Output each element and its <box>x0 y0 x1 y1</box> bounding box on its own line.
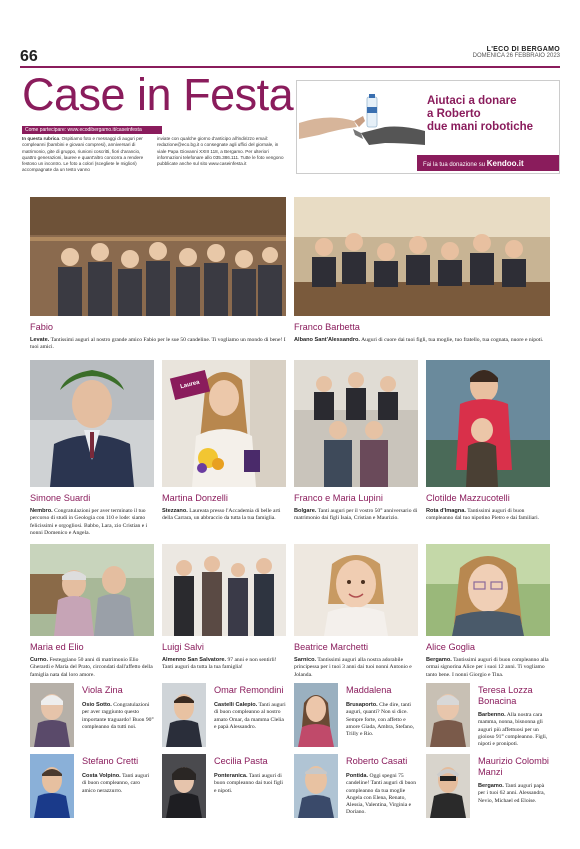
message-franco-barbetta: Albano Sant'Alessandro. Auguri di cuore dai tuoi figli, tua moglie, tuo fratello, tua cognata, nuore e nipoti. <box>294 337 544 343</box>
ad-donate-bar[interactable] <box>417 155 560 171</box>
message-beatrice-marchetti: Sarnico. Tantissimi auguri alla nostra adorabile principessa per i tuoi 3 anni dai tuoi nonni Antonio e Jolanda. <box>294 657 412 678</box>
name-alice-goglia: Alice Goglia <box>426 642 476 652</box>
name-maria-ed-elio: Maria ed Elio <box>30 642 84 652</box>
name-franco-maria-lupini: Franco e Maria Lupini <box>294 493 383 503</box>
message-luigi-salvi: Almenno San Salvatore. 97 anni e non sentirli! Tanti auguri da tutta la tua famiglia! <box>162 657 277 671</box>
name-omar-remondini: Omar Remondini <box>214 685 284 695</box>
photo-maria-ed-elio <box>30 544 154 636</box>
publication-name: L'ECO DI BERGAMO <box>486 46 560 53</box>
intro-text-1: Ospitiamo foto e messaggi di auguri per compleanni (bambini e giovani compresi), anniversari di matrimonio, gite di gruppo, riunioni coscritti, fiori d'arancio, quattro generazioni, lauree e quant'altro concorra a rendere festoso un incontro. Le foto a colori (scegliete le migliori) accompagnate da un testo vanno <box>22 136 144 173</box>
robot-hands-image <box>299 83 425 173</box>
name-luigi-salvi: Luigi Salvi <box>162 642 204 652</box>
message-clotilde-mazzucotelli: Rota d'Imagna. Tantissimi auguri di buon compleanno dal tuo nipotino Pietro e dai familiari. <box>426 508 540 522</box>
photo-teresa-lozza-bonacina <box>426 683 470 747</box>
name-franco-barbetta: Franco Barbetta <box>294 322 360 332</box>
masthead <box>473 46 560 59</box>
message-maria-ed-elio: Curno. Festeggiano 50 anni di matrimonio Elio Gherardi e Maria del Prato, circondati dall'affetto della famiglia nata dal loro amore. <box>30 657 153 678</box>
message-alice-goglia: Bergamo. Tantissimi auguri di buon compleanno alla ormai signorina Alice per i suoi 12 anni. Ti vogliamo tanto bene. I nonni Giorgio e Tina. <box>426 657 549 678</box>
photo-luigi-salvi <box>162 544 286 636</box>
message-franco-maria-lupini: Bolgare. Tanti auguri per il vostro 50° anniversario di matrimonio dai figli Isaia, Cristian e Maurizio. <box>294 508 418 522</box>
name-cecilia-pasta: Cecilia Pasta <box>214 756 268 766</box>
name-martina-donzelli: Martina Donzelli <box>162 493 228 503</box>
header-rule <box>20 66 560 68</box>
photo-alice-goglia <box>426 544 550 636</box>
photo-viola-zina <box>30 683 74 747</box>
photo-beatrice-marchetti <box>294 544 418 636</box>
message-viola-zina: Osio Sotto. Congratulazioni per aver raggiunto questo importante traguardo! Buon 90° compleanno da tutti noi. <box>82 702 154 730</box>
message-martina-donzelli: Stezzano. Laureata presso l'Accademia di belle arti della Carrara, un abbraccio da tutta la tua famiglia. <box>162 508 281 522</box>
name-maurizio-colombi-manzi: Maurizio Colombi Manzi <box>478 756 549 777</box>
name-teresa-lozza-bonacina: Teresa Lozza Bonacina <box>478 685 533 706</box>
name-clotilde-mazzucotelli: Clotilde Mazzucotelli <box>426 493 510 503</box>
message-fabio: Levate. Tantissimi auguri al nostro grande amico Fabio per le sue 50 candeline. Ti vogliamo un mondo di bene! I tuoi amici. <box>30 337 286 351</box>
name-viola-zina: Viola Zina <box>82 685 123 695</box>
intro-bar: Come partecipare: www.ecodibergamo.it/caseinfesta <box>22 126 162 134</box>
photo-roberto-casati <box>294 754 338 818</box>
photo-clotilde-mazzucotelli <box>426 360 550 487</box>
photo-stefano-cretti <box>30 754 74 818</box>
donation-ad[interactable] <box>296 80 560 174</box>
message-omar-remondini: Castelli Calepio. Tanti auguri di buon compleanno al nostro amato Omar, da mamma Clelia e papà Alessandro. <box>214 702 286 730</box>
page-title: Case in Festa <box>22 69 294 120</box>
intro-column-1: In questa rubrica. Ospitiamo foto e messaggi di auguri per compleanni (bambini e giovani compresi), anniversari di matrimonio, gite di gruppo, riunioni coscritti, fiori d'arancio, quattro generazioni, lauree e quant'altro concorra a rendere festoso un incontro. Le foto a colori (scegliete le migliori) accompagnate da un testo vanno <box>22 136 144 173</box>
name-beatrice-marchetti: Beatrice Marchetti <box>294 642 369 652</box>
ad-bar-text: Fai la tua donazione su <box>423 162 486 168</box>
name-maddalena: Maddalena <box>346 685 392 695</box>
message-cecilia-pasta: Ponteranica. Tanti auguri di buon compleanno dai tuoi figli e nipoti. <box>214 773 283 794</box>
publication-date: DOMENICA 26 FEBBRAIO 2023 <box>472 53 560 59</box>
name-stefano-cretti: Stefano Cretti <box>82 756 139 766</box>
name-roberto-casati: Roberto Casati <box>346 756 408 766</box>
photo-simone-suardi <box>30 360 154 487</box>
message-teresa-lozza-bonacina: Barbenno. Alla nostra cara mamma, nonna, bisnonna gli auguri più affettuosi per un gioioso 91° compleanno. Figli, nipoti e pronipoti. <box>478 712 548 748</box>
message-stefano-cretti: Costa Volpino. Tanti auguri di buon compleanno, caro amico nerazzurro. <box>82 773 150 794</box>
photo-omar-remondini <box>162 683 206 747</box>
intro-column-2: inviate con qualche giorno d'anticipo all'indirizzo email: redazione@eco.bg.it o consegnate agli uffici del giornale, in viale Papa Giovanni XXIII 118, a Bergamo. Per ulteriori informazioni telefonare allo 035.386.111. Tutte le foto vengono pubblicate anche sul sito www.caseinfesta.it <box>157 136 284 167</box>
photo-franco-maria-lupini <box>294 360 418 487</box>
photo-maurizio-colombi-manzi <box>426 754 470 818</box>
laurea-badge: Laurea <box>170 370 210 400</box>
message-maddalena: Brusaporto. Che dire, tanti auguri, quanti? Non si dice. Sempre forte, con affetto e amore Giada, Ambra, Stefano, Trilly e Rio. <box>346 702 415 738</box>
ad-headline: Aiutaci a donare a Roberto due mani robotiche <box>427 95 534 133</box>
photo-maddalena <box>294 683 338 747</box>
message-roberto-casati: Pontida. Oggi spegni 75 candeline! Tanti auguri di buon compleanno da tua moglie Angela con Elena, Renato, Alessia, Valentina, Virginia e Doriano. <box>346 773 417 816</box>
photo-franco-barbetta <box>294 197 550 316</box>
page-number: 66 <box>20 48 38 65</box>
message-maurizio-colombi-manzi: Bergamo. Tanti auguri papà per i tuoi 62 anni. Alessandra, Nevio, Michael ed Eloise. <box>478 783 545 804</box>
photo-cecilia-pasta <box>162 754 206 818</box>
name-fabio: Fabio <box>30 322 53 332</box>
message-simone-suardi: Nembro. Congratulazioni per aver terminato il tuo percorso di studi in Geologia con 110 e lode: siamo felicissimi e orgogliosi. Babbo, Lara, zio Cristian e i nonni Domenico e Angela. <box>30 508 148 536</box>
photo-fabio <box>30 197 286 316</box>
name-simone-suardi: Simone Suardi <box>30 493 91 503</box>
intro-lead: In questa rubrica <box>22 136 60 141</box>
ad-brand: Kendoo.it <box>486 159 524 168</box>
